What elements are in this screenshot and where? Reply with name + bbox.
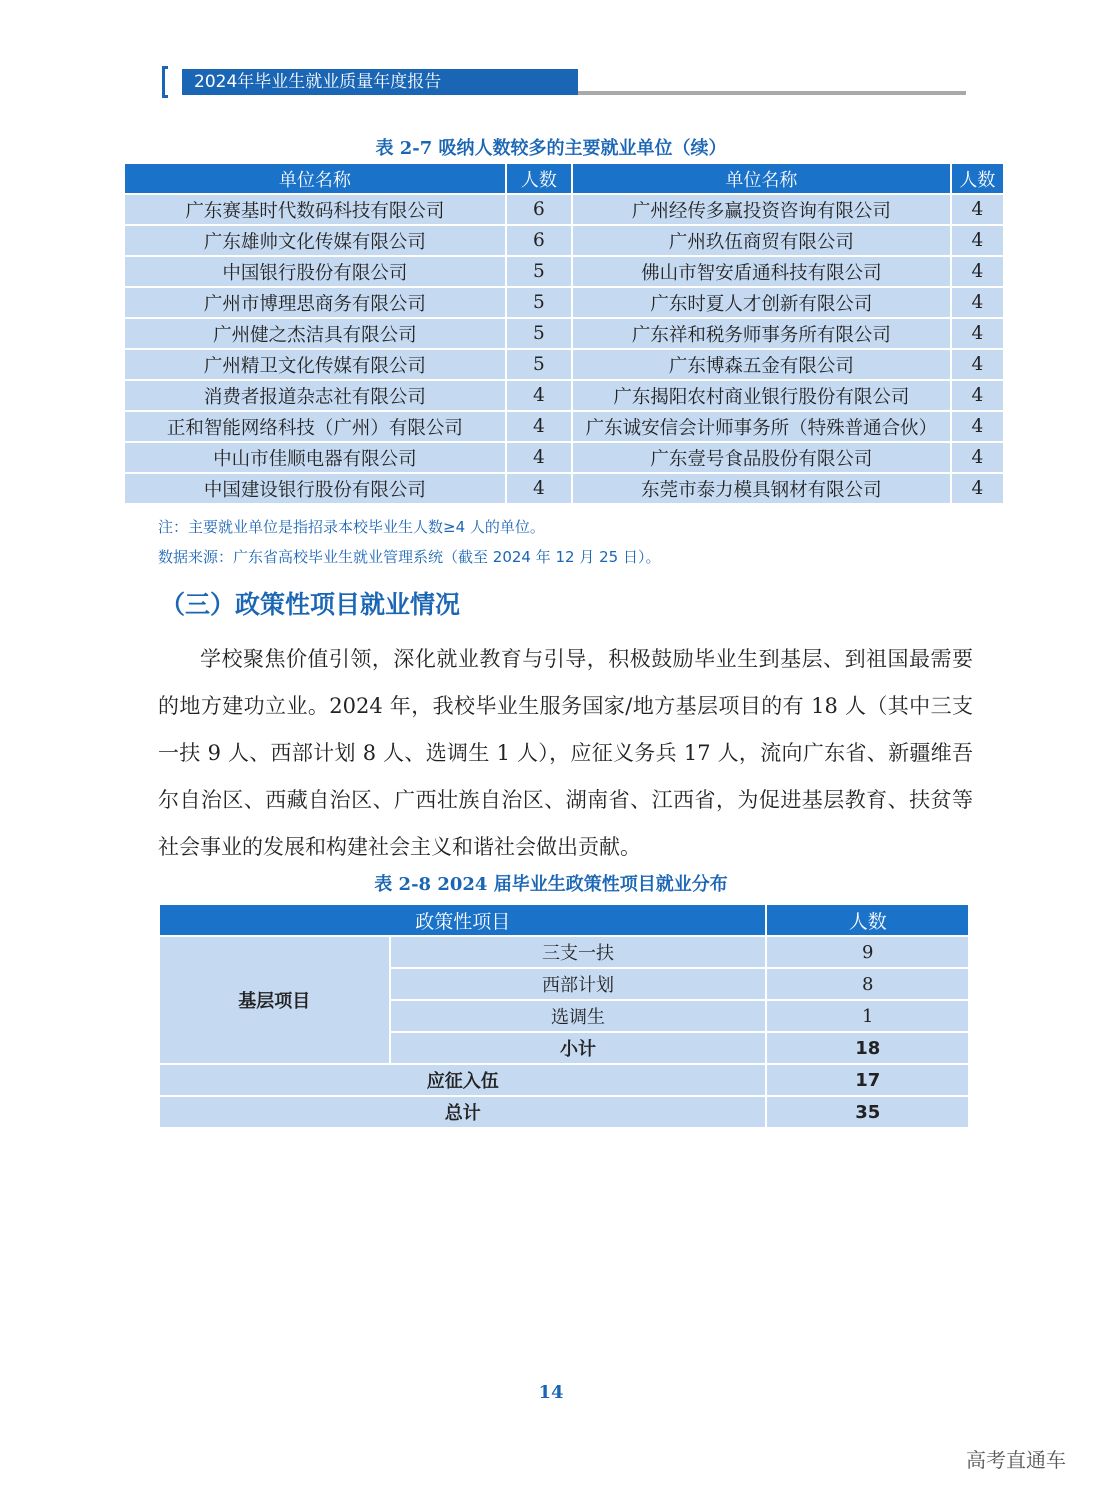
unit-name: 广州精卫文化传媒有限公司 [125, 350, 505, 379]
unit-name: 中国建设银行股份有限公司 [125, 474, 505, 503]
table-row [160, 937, 968, 967]
count: 4 [952, 474, 1003, 503]
item-label: 三支一扶 [391, 937, 766, 967]
table1-source: 数据来源：广东省高校毕业生就业管理系统（截至 2024 年 12 月 25 日）。 [158, 548, 661, 566]
unit-name: 中国银行股份有限公司 [125, 257, 505, 286]
unit-name: 广东时夏人才创新有限公司 [573, 288, 950, 317]
unit-name: 广州玖伍商贸有限公司 [573, 226, 950, 255]
count: 5 [507, 288, 571, 317]
count: 4 [952, 412, 1003, 441]
table2-caption: 表 2-8 2024 届毕业生政策性项目就业分布 [374, 874, 728, 895]
table-row [125, 381, 1003, 410]
table-row [125, 474, 1003, 503]
unit-name: 正和智能网络科技（广州）有限公司 [125, 412, 505, 441]
count: 4 [952, 288, 1003, 317]
header-title: 2024年毕业生就业质量年度报告 [182, 69, 578, 95]
header-unit-name-left: 单位名称 [125, 164, 505, 193]
count: 4 [507, 443, 571, 472]
unit-name: 广东揭阳农村商业银行股份有限公司 [573, 381, 950, 410]
page-number: 14 [538, 1382, 564, 1403]
unit-name: 广州市博理思商务有限公司 [125, 288, 505, 317]
policy-table-header-row [160, 905, 968, 935]
subtotal-value: 18 [767, 1033, 968, 1063]
header-project: 政策性项目 [160, 905, 765, 935]
unit-name: 广东祥和税务师事务所有限公司 [573, 319, 950, 348]
header-count-left: 人数 [507, 164, 571, 193]
subtotal-label: 小计 [391, 1033, 766, 1063]
unit-name: 广东壹号食品股份有限公司 [573, 443, 950, 472]
table-row [125, 319, 1003, 348]
unit-name: 消费者报道杂志社有限公司 [125, 381, 505, 410]
total-value: 35 [767, 1097, 968, 1127]
unit-name: 广东博森五金有限公司 [573, 350, 950, 379]
header-count: 人数 [767, 905, 968, 935]
count: 6 [507, 226, 571, 255]
header-count-right: 人数 [952, 164, 1003, 193]
army-value: 17 [767, 1065, 968, 1095]
count: 4 [507, 412, 571, 441]
unit-name: 佛山市智安盾通科技有限公司 [573, 257, 950, 286]
report-header [162, 66, 966, 100]
policy-project-table [158, 903, 970, 1129]
table-row [125, 195, 1003, 224]
count: 5 [507, 257, 571, 286]
table-row [125, 350, 1003, 379]
watermark: 高考直通车 [966, 1448, 1066, 1472]
table-row [125, 226, 1003, 255]
unit-name: 东莞市泰力模具钢材有限公司 [573, 474, 950, 503]
table-row [125, 257, 1003, 286]
unit-name: 广东诚安信会计师事务所（特殊普通合伙） [573, 412, 950, 441]
employer-table-header-row [125, 164, 1003, 193]
group-label: 基层项目 [160, 937, 389, 1063]
unit-name: 广东赛基时代数码科技有限公司 [125, 195, 505, 224]
count: 4 [952, 195, 1003, 224]
count: 6 [507, 195, 571, 224]
count: 4 [952, 319, 1003, 348]
count: 4 [507, 474, 571, 503]
table1-caption: 表 2-7 吸纳人数较多的主要就业单位（续） [375, 138, 727, 159]
table-row [160, 1065, 968, 1095]
unit-name: 广州健之杰洁具有限公司 [125, 319, 505, 348]
table-row [160, 1097, 968, 1127]
count: 4 [952, 350, 1003, 379]
table-row [125, 412, 1003, 441]
total-label: 总计 [160, 1097, 765, 1127]
army-label: 应征入伍 [160, 1065, 765, 1095]
item-value: 1 [767, 1001, 968, 1031]
item-label: 选调生 [391, 1001, 766, 1031]
count: 4 [952, 381, 1003, 410]
table1-note: 注：主要就业单位是指招录本校毕业生人数≥4 人的单位。 [158, 518, 545, 536]
count: 4 [952, 226, 1003, 255]
item-value: 8 [767, 969, 968, 999]
header-rule [578, 91, 966, 95]
unit-name: 广州经传多赢投资咨询有限公司 [573, 195, 950, 224]
employer-table [123, 162, 1005, 505]
unit-name: 广东雄帅文化传媒有限公司 [125, 226, 505, 255]
item-value: 9 [767, 937, 968, 967]
count: 5 [507, 350, 571, 379]
header-bracket [162, 66, 168, 98]
count: 4 [507, 381, 571, 410]
count: 4 [952, 443, 1003, 472]
table-row [125, 288, 1003, 317]
section-paragraph: 学校聚焦价值引领，深化就业教育与引导，积极鼓励毕业生到基层、到祖国最需要的地方建功立业。2024 年，我校毕业生服务国家/地方基层项目的有 18 人（其中三支一扶 9 人、西部计划 8 人、选调生 1 人），应征义务兵 17 人，流向广东省、新疆维吾尔自治区、西藏自治区、广西壮族自治区、湖南省、江西省，为促进基层教育、扶贫等社会事业的发展和构建社会主义和谐社会做出贡献。 [158, 647, 973, 859]
section-title: （三）政策性项目就业情况 [160, 590, 461, 619]
table-row [125, 443, 1003, 472]
unit-name: 中山市佳顺电器有限公司 [125, 443, 505, 472]
count: 4 [952, 257, 1003, 286]
header-unit-name-right: 单位名称 [573, 164, 950, 193]
count: 5 [507, 319, 571, 348]
item-label: 西部计划 [391, 969, 766, 999]
